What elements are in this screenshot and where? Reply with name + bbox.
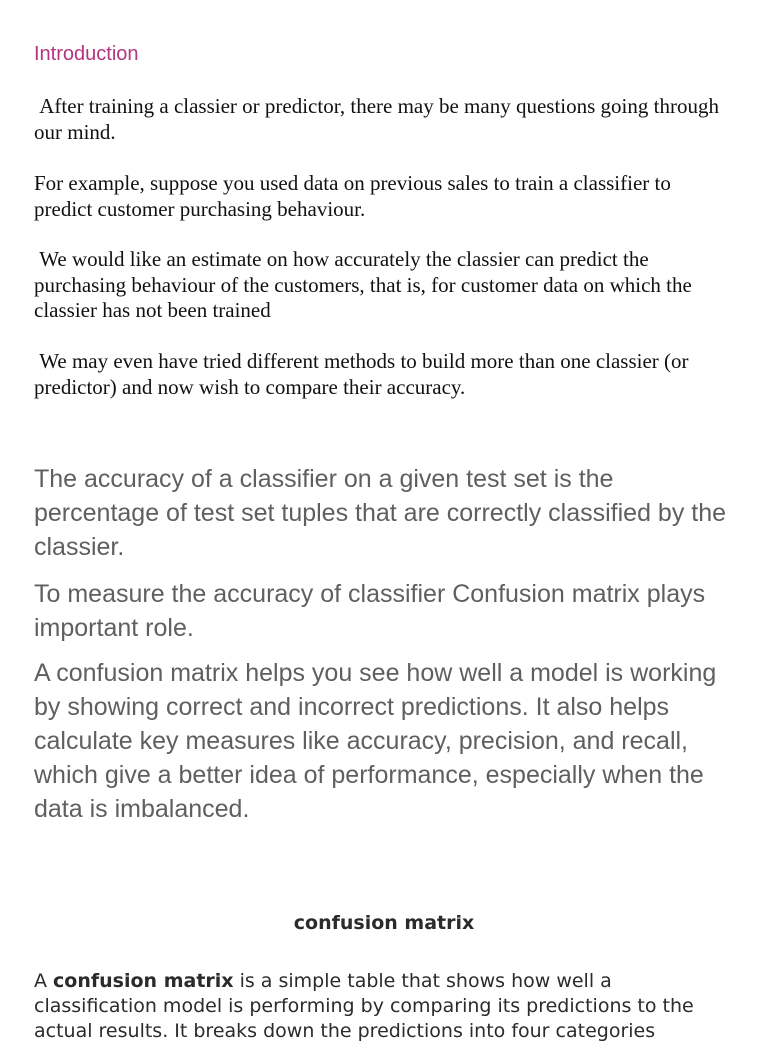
intro-paragraph-compare: We may even have tried different methods to build more than one classier (or predictor) and now wish to compare their accuracy. [34, 349, 694, 399]
confusion-matrix-title: confusion matrix [293, 912, 475, 934]
confusion-matrix-desc-bold-term: confusion matrix [53, 970, 234, 992]
confusion-matrix-desc-prefix: A [34, 970, 54, 992]
confusion-matrix-description [34, 969, 739, 1044]
accuracy-paragraph-measure: To measure the accuracy of classifier Confusion matrix plays important role. [34, 580, 706, 642]
accuracy-paragraph-definition: The accuracy of a classifier on a given test set is the percentage of test set tuples that are correctly classified by the classier. [34, 465, 727, 561]
intro-paragraph-estimate: We would like an estimate on how accurately the classier can predict the purchasing behaviour of the customers, that is, for customer data on which the classier has not been trained [34, 247, 698, 322]
intro-paragraph-training: After training a classier or predictor, there may be many questions going through our mind. [34, 94, 725, 144]
section-heading-introduction: Introduction [34, 43, 139, 65]
intro-paragraph-example: For example, suppose you used data on previous sales to train a classifier to predict customer purchasing behaviour. [34, 171, 677, 221]
accuracy-paragraph-confusion-matrix: A confusion matrix helps you see how well a model is working by showing correct and incorrect predictions. It also helps calculate key measures like accuracy, precision, and recall, which give a better idea of performance, especially when the data is imbalanced. [34, 659, 717, 823]
confusion-matrix-desc-rest: is a simple table that shows how well a classification model is performing by comparing its predictions to the actual results. It breaks down the predictions into four categories [34, 970, 694, 1042]
